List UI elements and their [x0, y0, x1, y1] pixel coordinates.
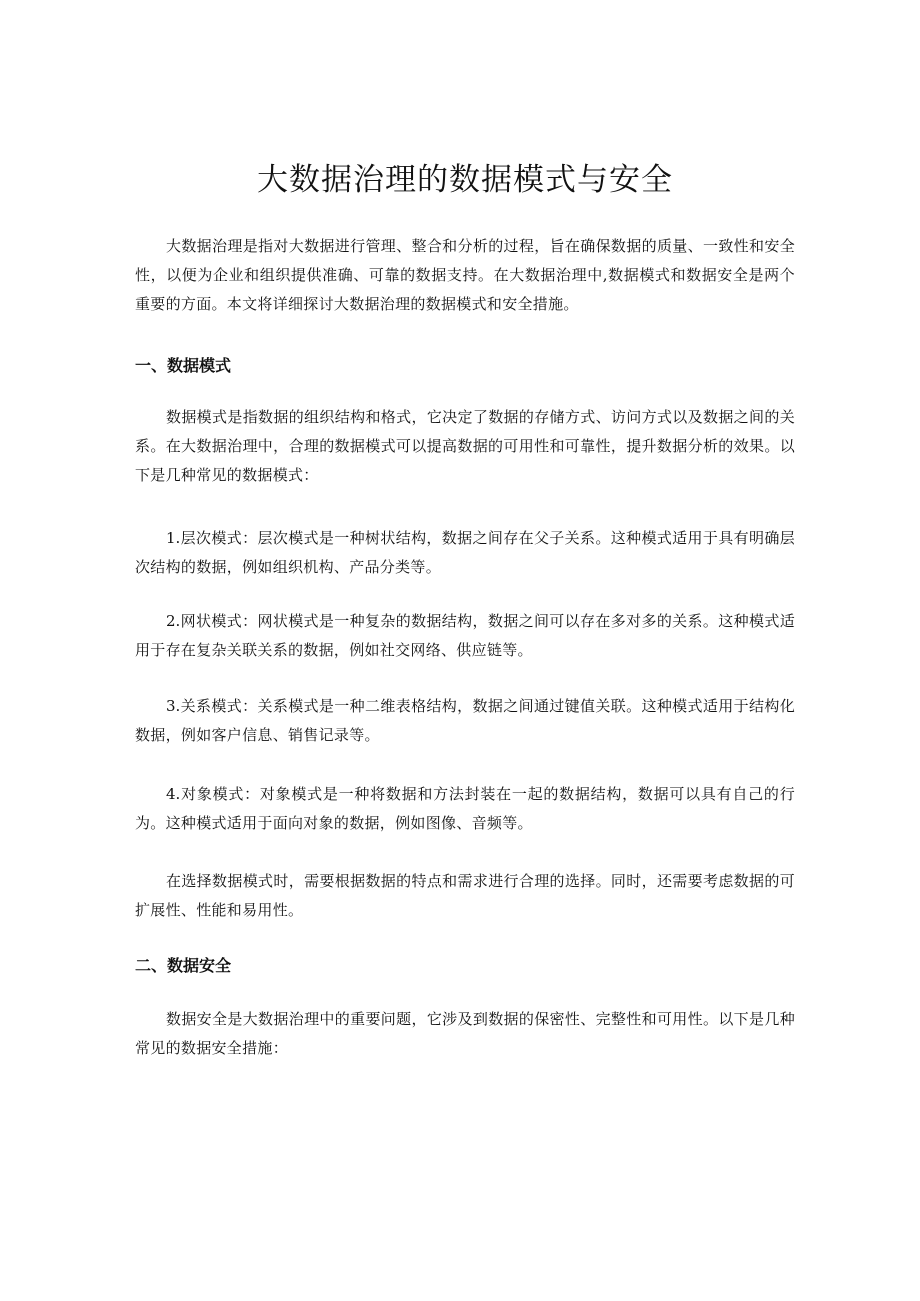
- document-title: 大数据治理的数据模式与安全: [257, 162, 673, 198]
- list-item: [135, 692, 795, 750]
- section-data-schema-intro: 数据模式是指数据的组织结构和格式，它决定了数据的存储方式、访问方式以及数据之间的关系。在大数据治理中，合理的数据模式可以提高数据的可用性和可靠性，提升数据分析的效果。以下是几种常见的数据模式：: [135, 408, 795, 484]
- section-data-schema-closing: 在选择数据模式时，需要根据数据的特点和需求进行合理的选择。同时，还需要考虑数据的可扩展性、性能和易用性。: [135, 872, 795, 919]
- section-heading-data-security: 二、数据安全: [135, 956, 232, 975]
- section-heading-data-schema: 一、数据模式: [135, 356, 232, 375]
- list-item: [135, 780, 795, 838]
- list-item-text: .层次模式：层次模式是一种树状结构，数据之间存在父子关系。这种模式适用于具有明确层次结构的数据，例如组织机构、产品分类等。: [135, 529, 795, 576]
- list-item: [135, 524, 795, 582]
- list-item-number: 2: [166, 612, 176, 630]
- list-item: [135, 607, 795, 665]
- intro-paragraph: 大数据治理是指对大数据进行管理、整合和分析的过程，旨在确保数据的质量、一致性和安全性，以便为企业和组织提供准确、可靠的数据支持。在大数据治理中,数据模式和数据安全是两个重要的方面。本文将详细探讨大数据治理的数据模式和安全措施。: [135, 237, 795, 313]
- list-item-text: .对象模式：对象模式是一种将数据和方法封装在一起的数据结构，数据可以具有自己的行为。这种模式适用于面向对象的数据，例如图像、音频等。: [135, 785, 795, 832]
- list-item-text: .网状模式：网状模式是一种复杂的数据结构，数据之间可以存在多对多的关系。这种模式适用于存在复杂关联关系的数据，例如社交网络、供应链等。: [135, 612, 795, 659]
- list-item-text: .关系模式：关系模式是一种二维表格结构，数据之间通过键值关联。这种模式适用于结构化数据，例如客户信息、销售记录等。: [135, 697, 795, 744]
- list-item-number: 4: [166, 785, 176, 803]
- list-item-number: 1: [166, 529, 176, 547]
- list-item-number: 3: [166, 697, 176, 715]
- section-data-security-intro: 数据安全是大数据治理中的重要问题，它涉及到数据的保密性、完整性和可用性。以下是几种常见的数据安全措施：: [135, 1010, 795, 1057]
